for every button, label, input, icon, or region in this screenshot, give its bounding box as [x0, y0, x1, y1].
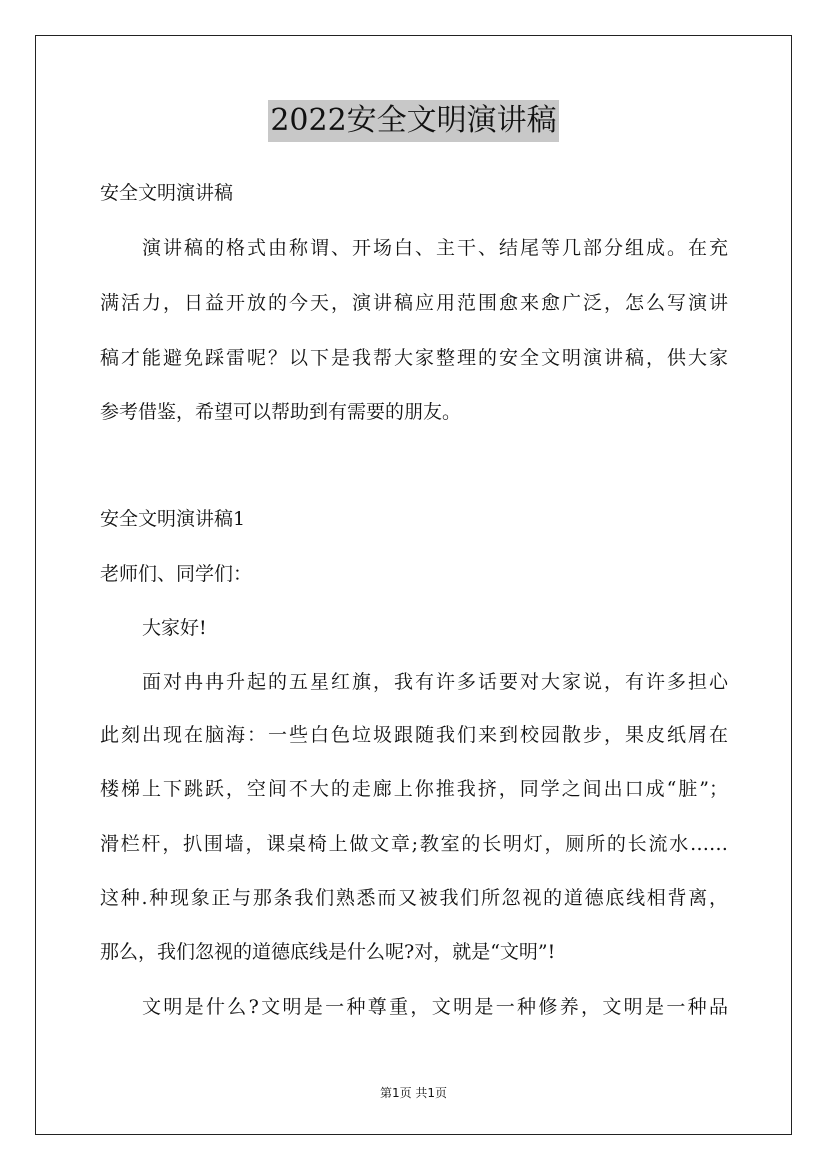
body-line: 这种.种现象正与那条我们熟悉而又被我们所忽视的道德底线相背离，: [100, 887, 728, 909]
greeting: 大家好!: [142, 617, 207, 639]
body-line: 此刻出现在脑海：一些白色垃圾跟随我们来到校园散步，果皮纸屑在: [100, 724, 728, 746]
intro-line: 满活力，日益开放的今天，演讲稿应用范围愈来愈广泛，怎么写演讲: [100, 292, 728, 314]
body-line: 文明是什么?文明是一种尊重，文明是一种修养，文明是一种品: [142, 996, 728, 1018]
body-line: 楼梯上下跳跃，空间不大的走廊上你推我挤，同学之间出口成“脏”；: [100, 778, 728, 800]
salutation: 老师们、同学们：: [100, 563, 253, 585]
intro-line: 演讲稿的格式由称谓、开场白、主干、结尾等几部分组成。在充: [142, 237, 728, 259]
document-title: 2022安全文明演讲稿: [268, 100, 558, 142]
title-container: [0, 100, 827, 142]
body-line: 滑栏杆，扒围墙，课桌椅上做文章;教室的长明灯，厕所的长流水……: [100, 833, 728, 855]
section-heading: 安全文明演讲稿1: [100, 508, 246, 530]
body-line: 那么，我们忽视的道德底线是什么呢?对，就是“文明”!: [100, 941, 556, 963]
intro-line: 稿才能避免踩雷呢？以下是我帮大家整理的安全文明演讲稿，供大家: [100, 347, 728, 369]
page-footer: 第1页 共1页: [379, 1086, 448, 1100]
subtitle: 安全文明演讲稿: [100, 182, 234, 204]
body-line: 面对冉冉升起的五星红旗，我有许多话要对大家说，有许多担心: [142, 671, 728, 693]
intro-line: 参考借鉴，希望可以帮助到有需要的朋友。: [100, 401, 462, 423]
